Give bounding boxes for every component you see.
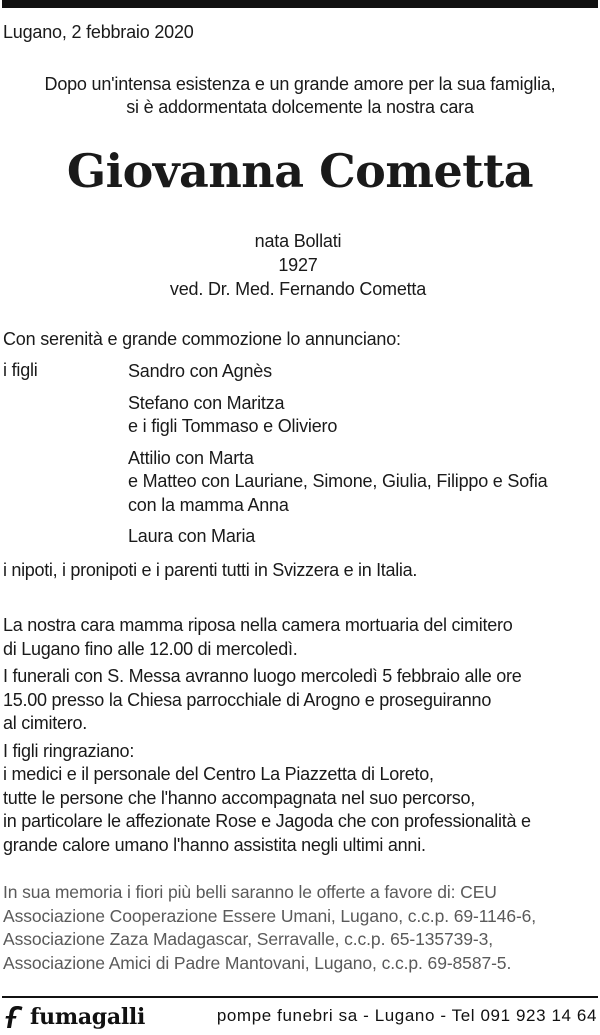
paragraph-mortuary [3, 614, 598, 661]
child-line: Sandro con Agnès [128, 361, 272, 381]
birth-year: 1927 [278, 255, 318, 275]
child-group [128, 392, 547, 439]
paragraph-line: La nostra cara mamma riposa nella camera mortuaria del cimitero [3, 615, 513, 635]
memory-line: Associazione Zaza Madagascar, Serravalle, c.c.p. 65-135739-3, [3, 929, 494, 949]
paragraph-line: al cimitero. [3, 713, 88, 733]
body-paragraphs [3, 614, 598, 861]
paragraph-line: in particolare le affezionate Rose e Jagoda che con professionalità e [3, 811, 531, 831]
intro-line: si è addormentata dolcemente la nostra cara [126, 97, 474, 117]
fumagalli-logo [3, 1003, 145, 1031]
intro-line: Dopo un'intensa esistenza e un grande amore per la sua famiglia, [44, 74, 556, 94]
maiden-name: nata Bollati [254, 231, 342, 251]
bottom-rule [2, 996, 598, 998]
child-group [128, 360, 547, 384]
deceased-name: Giovanna Cometta [66, 144, 534, 198]
top-rule [2, 0, 598, 8]
flame-f-icon [3, 1004, 25, 1030]
paragraph-line: di Lugano fino alle 12.00 di mercoledì. [3, 638, 298, 659]
paragraph-line: tutte le persone che l'hanno accompagnata nel suo percorso, [3, 787, 476, 808]
announce-line: Con serenità e grande commozione lo annunciano: [3, 329, 401, 349]
memory-line: Associazione Amici di Padre Mantovani, Lugano, c.c.p. 69-8587-5. [3, 952, 512, 973]
child-line: con la mamma Anna [128, 494, 289, 515]
paragraph-line: grande calore umano l'hanno assistita negli ultimi anni. [3, 834, 426, 855]
child-line: Laura con Maria [128, 526, 256, 546]
notice-date: Lugano, 2 febbraio 2020 [3, 22, 194, 42]
child-line: e i figli Tommaso e Oliviero [128, 416, 338, 436]
child-group [128, 447, 547, 518]
spouse-line: ved. Dr. Med. Fernando Cometta [169, 279, 427, 299]
intro-text [0, 73, 600, 119]
paragraph-line: I funerali con S. Messa avranno luogo mercoledì 5 febbraio alle ore [3, 666, 522, 686]
paragraph-thanks [3, 740, 598, 858]
footer-contact: pompe funebri sa - Lugano - Tel 091 923 14 64 [216, 1006, 597, 1025]
memory-line: In sua memoria i fiori più belli saranno le offerte a favore di: CEU [3, 882, 497, 902]
paragraph-line: 15.00 presso la Chiesa parrocchiale di Arogno e proseguiranno [3, 689, 492, 710]
memory-line: Associazione Cooperazione Essere Umani, Lugano, c.c.p. 69-1146-6, [3, 905, 537, 926]
figli-label: i figli [3, 360, 38, 380]
child-line: Stefano con Maritza [128, 392, 285, 413]
paragraph-line: i medici e il personale del Centro La Piazzetta di Loreto, [3, 764, 434, 784]
child-line: Attilio con Marta [128, 447, 254, 468]
relatives-line: i nipoti, i pronipoti e i parenti tutti in Svizzera e in Italia. [3, 560, 418, 580]
child-group [128, 525, 547, 549]
footer [3, 1003, 599, 1033]
deceased-details [0, 229, 600, 301]
paragraph-line: I figli ringraziano: [3, 740, 135, 761]
child-line: e Matteo con Lauriane, Simone, Giulia, Filippo e Sofia [128, 471, 548, 491]
memory-donations [3, 881, 598, 975]
logo-text: fumagalli [30, 1004, 146, 1030]
children-list [128, 360, 547, 557]
paragraph-funeral [3, 665, 598, 736]
